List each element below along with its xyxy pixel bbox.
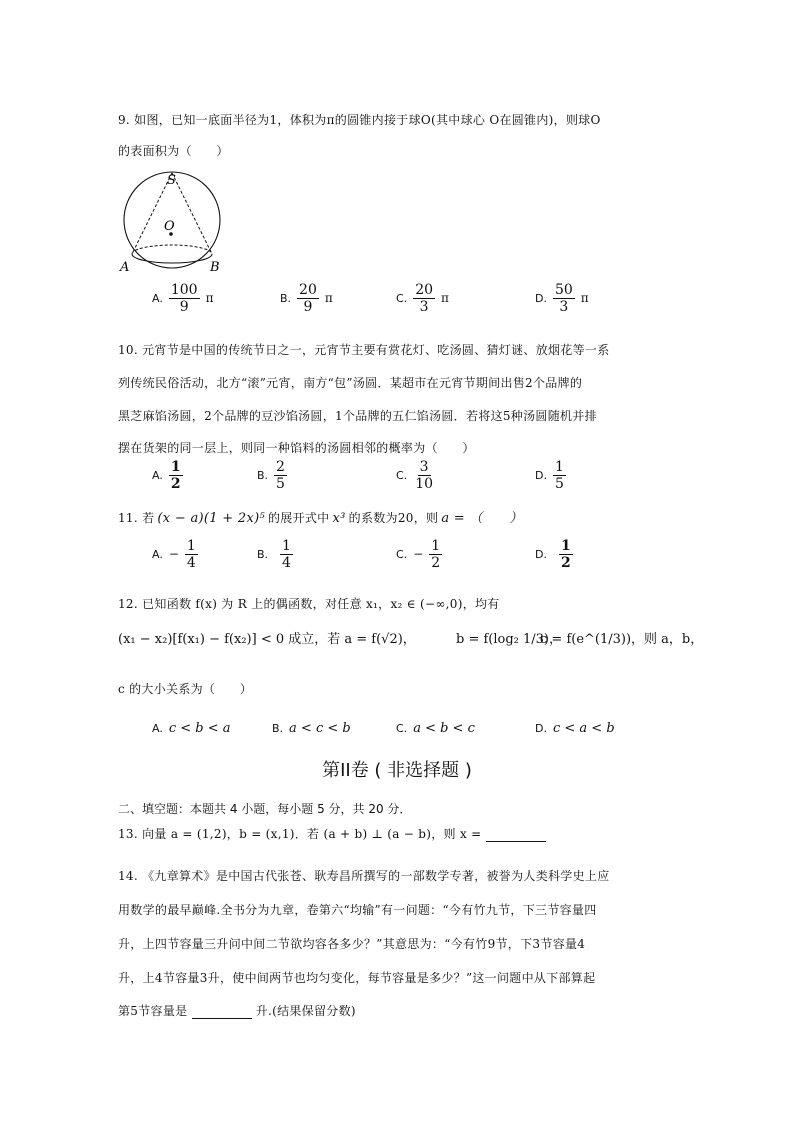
fraction: $\frac{20}{9}$ <box>299 281 317 315</box>
label-o: O <box>164 219 175 234</box>
q14-line-1: 14. 《九章算术》是中国古代张苍、耿寿昌所撰写的一部数学专著，被誉为人类科学史上应 <box>118 869 610 883</box>
q12-choice-b[interactable]: B. a < c < b <box>272 720 351 736</box>
cone-edge-sb <box>172 173 212 254</box>
label-a: A <box>120 260 130 275</box>
q9-line-2: 的表面积为（ ） <box>118 144 229 158</box>
q10-line-1: 10. 元宵节是中国的传统节日之一，元宵节主要有赏花灯、吃汤圆、猜灯谜、放烟花等一系 <box>118 343 610 357</box>
q9-choice-a[interactable]: A. $\frac{100}{9}$ π <box>152 281 214 315</box>
q11-choice-d[interactable]: D. $\frac{1}{2}$ <box>535 537 571 571</box>
label-b: B <box>210 260 220 275</box>
q11-choice-a[interactable]: A. − $\frac{1}{4}$ <box>152 537 196 571</box>
q10-choice-d[interactable]: D. $\frac{1}{5}$ <box>535 458 564 492</box>
q12-line-2c: c = f(e^(1/3))，则 a，b， <box>540 632 704 647</box>
q12-line-2a: (x₁ − x₂)[f(x₁) − f(x₂)] < 0 成立，若 a = f(√2)， <box>118 632 416 647</box>
q9-choice-b[interactable]: B. $\frac{20}{9}$ π <box>280 281 333 315</box>
q10-line-2: 列传统民俗活动，北方“滚”元宵，南方“包”汤圆．某超市在元宵节期间出售2个品牌的 <box>118 376 583 390</box>
q13-answer-blank[interactable] <box>486 829 546 842</box>
fraction: $\frac{1}{2}$ <box>170 458 181 492</box>
q10-line-3: 黑芝麻馅汤圆，2个品牌的豆沙馅汤圆，1个品牌的五仁馅汤圆．若将这5种汤圆随机并排 <box>118 409 597 423</box>
q12-line-2b: b = f(log₂ 1/3)， <box>456 632 563 647</box>
q14-line-5: 第5节容量是 升.(结果保留分数) <box>118 1004 356 1018</box>
fraction: $\frac{1}{2}$ <box>560 537 571 571</box>
q12-choices <box>152 708 622 748</box>
fraction: $\frac{1}{4}$ <box>282 537 291 571</box>
q11-choices <box>152 534 622 574</box>
q13-stem: 13. 向量 a = (1,2)，b = (x,1)．若 (a + b) ⊥ (a − b)，则 x = <box>118 826 546 842</box>
q12-choice-a[interactable]: A. c < b < a <box>152 720 231 736</box>
q10-choice-b[interactable]: B. $\frac{2}{5}$ <box>257 458 285 492</box>
fraction: $\frac{2}{5}$ <box>276 458 285 492</box>
q14-line-2: 用数学的最早巅峰.全书分为九章，卷第六“均输”有一问题：“今有竹九节，下三节容量四 <box>118 903 597 917</box>
section-title: 第II卷 ( 非选择题 ) <box>322 760 472 781</box>
cone-base-back <box>132 245 212 254</box>
q14-line-3: 升，上四节容量三升问中间二节欲均容各多少？”其意思为：“今有竹9节，下3节容量4 <box>118 937 586 951</box>
q11-stem: 11. 若 (x − a)(1 + 2x)⁵ 的展开式中 x³ 的系数为20，则 a = （ ） <box>118 511 523 526</box>
q12-line-1: 12. 已知函数 f(x) 为 R 上的偶函数，对任意 x₁，x₂ ∈ (−∞,0)，均有 <box>118 597 500 611</box>
fraction: $\frac{3}{10}$ <box>415 458 434 492</box>
part-heading: 二、填空题：本题共 4 小题，每小题 5 分，共 20 分． <box>118 802 412 816</box>
cone-edge-sa <box>132 173 172 254</box>
q9-choice-d[interactable]: D. $\frac{50}{3}$ π <box>535 281 589 315</box>
q10-line-4: 摆在货架的同一层上，则同一种馅料的汤圆相邻的概率为（ ） <box>118 441 475 455</box>
q12-choice-c[interactable]: C. a < b < c <box>396 720 475 736</box>
q10-choice-c[interactable]: C. $\frac{3}{10}$ <box>396 458 434 492</box>
fraction: $\frac{1}{4}$ <box>186 537 196 571</box>
q9-figure-cone-in-sphere <box>114 170 234 280</box>
fraction: $\frac{100}{9}$ <box>170 281 198 315</box>
label-s: S <box>167 173 176 188</box>
q11-choice-b[interactable]: B. $\frac{1}{4}$ <box>257 537 291 571</box>
q10-choice-a[interactable]: A. $\frac{1}{2}$ <box>152 458 181 492</box>
q14-answer-blank[interactable] <box>192 1006 252 1019</box>
fraction: $\frac{20}{3}$ <box>415 281 434 315</box>
q9-choices <box>152 278 622 318</box>
q9-line-1: 9. 如图，已知一底面半径为1，体积为π的圆锥内接于球O(其中球心 O在圆锥内)，则球O <box>118 113 601 127</box>
q11-choice-c[interactable]: C. − $\frac{1}{2}$ <box>396 537 441 571</box>
q9-choice-c[interactable]: C. $\frac{20}{3}$ π <box>396 281 449 315</box>
fraction: $\frac{1}{2}$ <box>431 537 441 571</box>
q12-line-3: c 的大小关系为（ ） <box>118 682 253 696</box>
fraction: $\frac{1}{5}$ <box>554 458 564 492</box>
q12-choice-d[interactable]: D. c < a < b <box>535 720 615 736</box>
fraction: $\frac{50}{3}$ <box>554 281 573 315</box>
q14-line-4: 升，上4节容量3升，使中间两节也均匀变化，每节容量是多少？”这一问题中从下部算起 <box>118 971 596 985</box>
q10-choices <box>152 455 622 495</box>
